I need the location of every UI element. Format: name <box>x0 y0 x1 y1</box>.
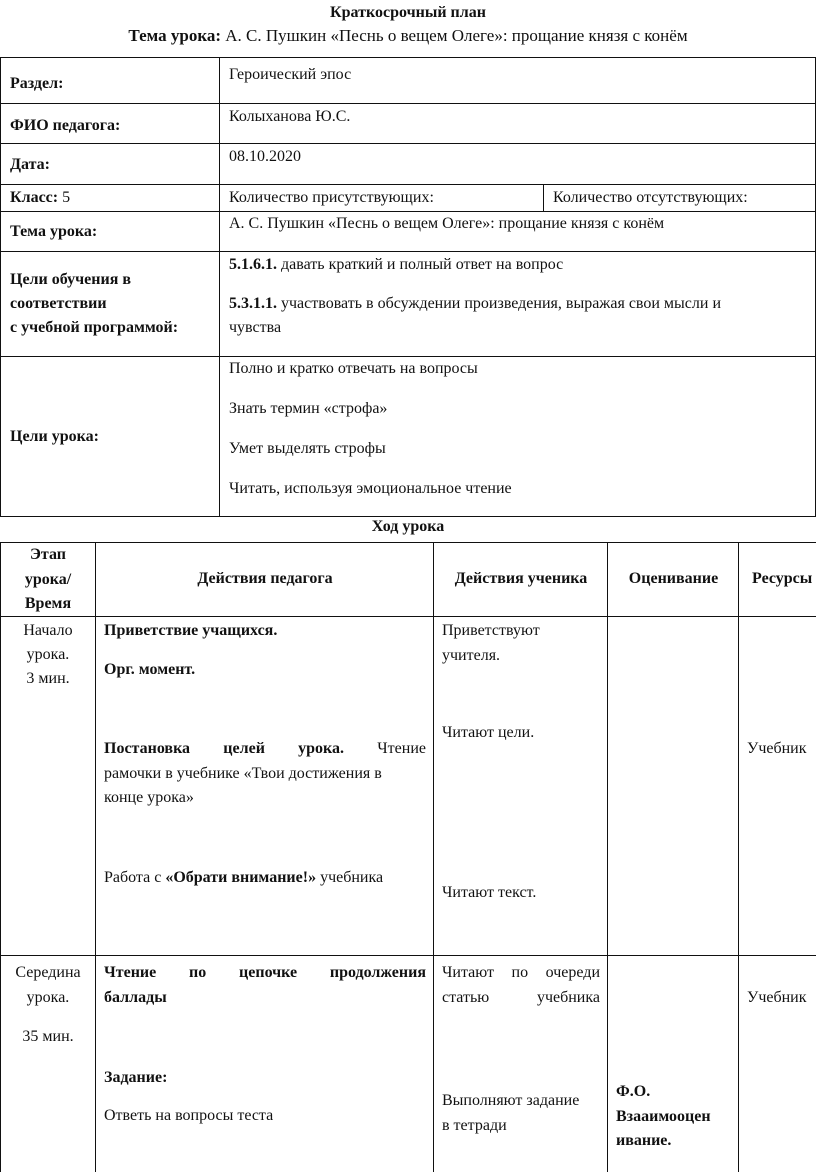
learning-goal-1-text: давать краткий и полный ответ на вопрос <box>277 256 564 273</box>
learning-goal-2-text: участвовать в обсуждении произведения, выражая свои мысли и <box>277 295 722 312</box>
learning-goals-label-2: соответствии <box>10 295 107 312</box>
row1-student-greet-1: Приветствуют <box>442 622 540 639</box>
document-title: Краткосрочный план <box>330 4 486 21</box>
row1-work-bold: «Обрати внимание!» <box>165 869 317 886</box>
row1-goal-setting-bold: Постановка целей урока. <box>104 740 345 757</box>
lesson-goal-item: Читать, используя эмоциональное чтение <box>229 480 512 497</box>
row1-goal-setting-line2: рамочки в учебнике «Твои достижения в <box>104 765 382 782</box>
row1-student-greet-2: учителя. <box>442 647 501 664</box>
row2-assessment-2: Взаaимооцен <box>616 1108 711 1125</box>
lesson-goals-label: Цели урока: <box>10 428 99 445</box>
row1-goal-setting-line3: конце урока» <box>104 789 194 806</box>
row2-reading-line1: Чтение по цепочке продолжения <box>104 964 426 981</box>
class-cell <box>10 186 70 210</box>
header-stage-3: Время <box>24 595 72 612</box>
row1-goal-setting-rest: Чтение <box>344 740 426 757</box>
lesson-flow-heading: Ход урока <box>371 518 445 535</box>
row2-student-task-2: в тетради <box>442 1117 507 1134</box>
class-value: 5 <box>58 189 71 206</box>
header-student-actions: Действия ученика <box>454 570 588 587</box>
header-assessment: Оценивание <box>628 570 719 587</box>
header-teacher-actions: Действия педагога <box>197 570 333 587</box>
lesson-goal-item: Полно и кратко отвечать на вопросы <box>229 360 478 377</box>
class-label: Класс: <box>10 189 59 206</box>
row1-stage-3: 3 мин. <box>26 670 70 687</box>
lesson-goal-item: Умет выделять строфы <box>229 440 386 457</box>
topic-line <box>0 26 816 46</box>
date-label: Дата: <box>10 156 50 173</box>
row1-work-prefix: Работа с <box>104 869 166 886</box>
learning-goal-2-code: 5.3.1.1. <box>229 295 277 312</box>
absent-count-label: Количество отсутствующих: <box>553 189 748 206</box>
learning-goals-label-3: с учебной программой: <box>10 319 179 336</box>
row1-student-text: Читают текст. <box>442 884 537 901</box>
section-value: Героический эпос <box>229 66 352 83</box>
row1-student-goals: Читают цели. <box>442 724 535 741</box>
row2-student-task-1: Выполняют задание <box>442 1092 580 1109</box>
row2-stage-3: 35 мин. <box>22 1028 74 1045</box>
row1-work-suffix: учебника <box>316 869 384 886</box>
row2-student-read-line2: статью учебника <box>442 989 600 1006</box>
row2-resource: Учебник <box>747 989 807 1006</box>
learning-goal-1 <box>229 253 563 277</box>
topic-label: Тема урока: <box>10 223 98 240</box>
header-stage-1: Этап <box>30 546 66 563</box>
row1-goal-setting <box>104 736 426 762</box>
row1-greeting: Приветствие учащихся. <box>104 622 278 639</box>
row2-stage-2: урока. <box>26 989 70 1006</box>
row2-task-label: Задание: <box>104 1069 168 1086</box>
row2-assessment-1: Ф.О. <box>616 1083 651 1100</box>
row1-stage-1: Начало <box>23 622 73 639</box>
topic-line-label: Тема урока: <box>128 26 222 45</box>
row1-resource: Учебник <box>747 740 807 757</box>
row1-stage-2: урока. <box>26 646 70 663</box>
date-value: 08.10.2020 <box>229 148 301 165</box>
present-count-label: Количество присутствующих: <box>229 189 434 206</box>
lesson-goal-item: Знать термин «строфа» <box>229 400 388 417</box>
row2-stage-1: Середина <box>15 964 81 981</box>
teacher-value: Колыханова Ю.С. <box>229 108 351 125</box>
row2-assessment-3: ивание. <box>616 1132 672 1149</box>
header-resources: Ресурсы <box>752 570 813 587</box>
topic-value: А. С. Пушкин «Песнь о вещем Олеге»: прощание князя с конём <box>229 215 665 232</box>
header-stage-2: урока/ <box>24 571 72 588</box>
learning-goal-2-cont: чувства <box>229 319 282 336</box>
teacher-label: ФИО педагога: <box>10 117 121 134</box>
topic-line-value: А. С. Пушкин «Песнь о вещем Олеге»: прощание князя с конём <box>221 26 688 45</box>
learning-goal-1-code: 5.1.6.1. <box>229 256 277 273</box>
row1-work <box>104 865 383 891</box>
row1-org: Орг. момент. <box>104 661 196 678</box>
row2-task-text: Ответь на вопросы теста <box>104 1107 274 1124</box>
row2-reading-line2: баллады <box>104 989 167 1006</box>
section-label: Раздел: <box>10 75 64 92</box>
learning-goal-2 <box>229 292 721 316</box>
learning-goals-label-1: Цели обучения в <box>10 271 131 288</box>
row2-student-read-line1: Читают по очереди <box>442 964 600 981</box>
